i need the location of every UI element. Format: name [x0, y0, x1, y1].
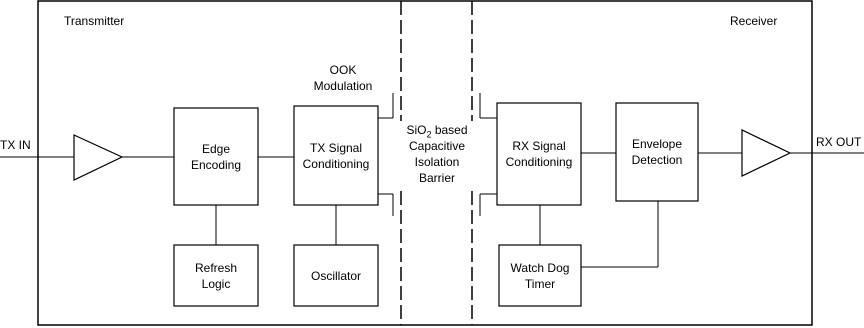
- rx-signal-conditioning-line1: RX Signal: [512, 139, 566, 153]
- rx-signal-conditioning-text: [497, 103, 581, 205]
- receiver-label: Receiver: [730, 14, 778, 28]
- edge-encoding-line2: Encoding: [190, 157, 242, 172]
- barrier-sio-prefix: SiO: [406, 123, 427, 137]
- envelope-detection-line2: Detection: [631, 153, 683, 167]
- input-buffer-icon: [74, 135, 122, 180]
- barrier-line2: Capacitive: [408, 139, 466, 153]
- envelope-detection-line1: Envelope: [631, 137, 683, 151]
- barrier-sio-subscript: 2: [426, 129, 432, 140]
- envelope-detection-text: [616, 103, 698, 201]
- barrier-based-suffix: based: [431, 123, 468, 137]
- tx-in-label: TX IN: [0, 138, 31, 152]
- transmitter-label: Transmitter: [64, 14, 125, 28]
- isolation-barrier-label: [398, 121, 476, 187]
- edge-encoding-text: [174, 108, 258, 205]
- refresh-logic-line2: Logic: [201, 276, 231, 291]
- refresh-logic-text: [174, 245, 258, 306]
- barrier-line1: [406, 122, 467, 138]
- oscillator-text: [294, 245, 378, 306]
- barrier-line3: Isolation: [414, 155, 460, 169]
- rx-signal-conditioning-line2: Conditioning: [505, 155, 573, 169]
- output-buffer-icon: [742, 130, 790, 176]
- watch-dog-timer-text: [499, 245, 581, 306]
- watch-dog-timer-line2: Timer: [524, 276, 556, 291]
- tx-signal-conditioning-text: [294, 106, 378, 205]
- watch-dog-timer-line1: Watch Dog: [510, 260, 570, 275]
- tx-signal-conditioning-line2: Conditioning: [302, 156, 370, 171]
- tx-signal-conditioning-line1: TX Signal: [309, 140, 363, 155]
- ook-modulation-line1: OOK: [329, 63, 357, 77]
- edge-encoding-line1: Edge: [201, 141, 231, 156]
- ook-modulation-label: [300, 62, 386, 94]
- ook-modulation-line2: Modulation: [313, 79, 373, 93]
- barrier-line4: Barrier: [418, 171, 455, 185]
- refresh-logic-line1: Refresh: [194, 260, 238, 275]
- rx-out-label: RX OUT: [816, 135, 862, 149]
- oscillator-line1: Oscillator: [310, 268, 361, 283]
